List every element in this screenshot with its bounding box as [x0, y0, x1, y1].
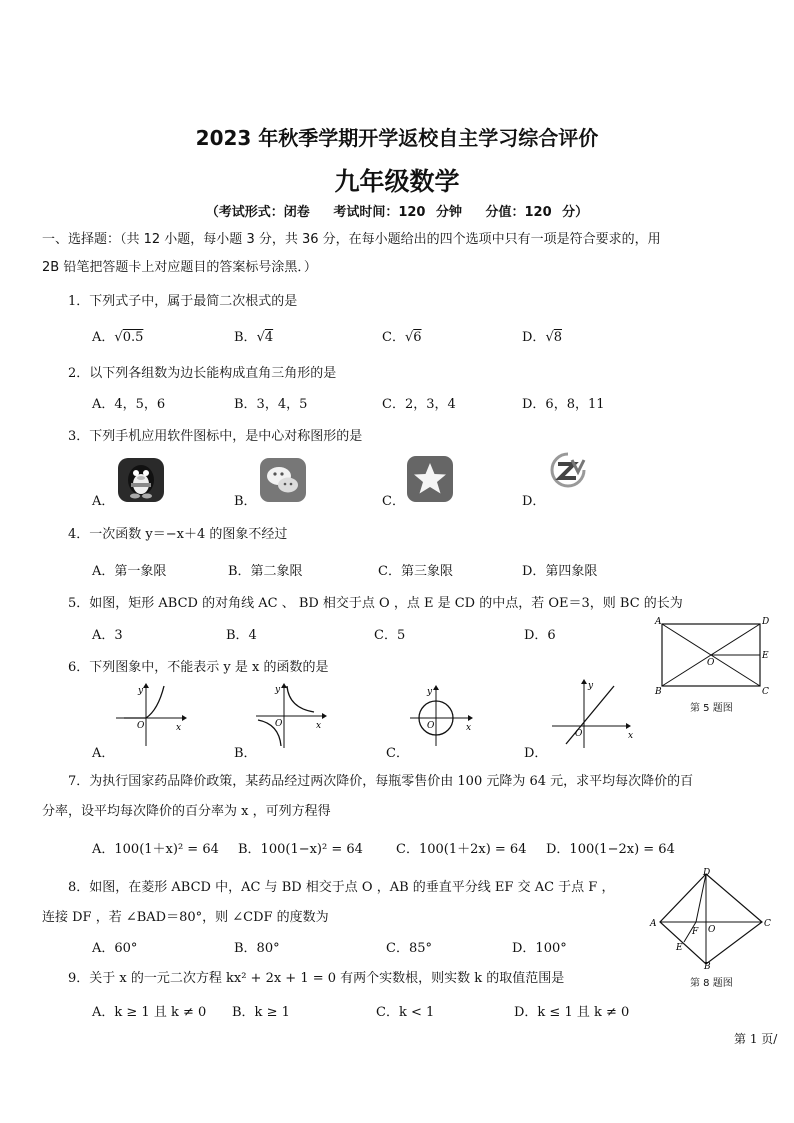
q6-option-a: A．	[92, 746, 115, 761]
q1-a-radical: √0.5	[114, 330, 144, 345]
q9-option-c: C．k < 1	[376, 1005, 435, 1020]
q2-option-c: C．2，3，4	[382, 397, 456, 412]
q6-b-x-label: x	[316, 721, 322, 731]
q5-label-c: C	[762, 687, 769, 696]
q6-option-b: B．	[234, 746, 257, 761]
q6-graph-a	[110, 680, 188, 750]
q6-c-x-label: x	[466, 723, 472, 733]
q5-rectangle-figure	[652, 614, 772, 696]
q3-option-d: D．	[522, 494, 546, 509]
page-number: 第 1 页/	[734, 1032, 778, 1046]
q8-label-c: C	[764, 919, 771, 929]
q8-rhombus-figure	[646, 868, 772, 970]
q6-option-c: C．	[386, 746, 409, 761]
q7-option-c: C．100(1＋2x) = 64	[396, 842, 527, 857]
q1-option-b: B．√4	[234, 330, 274, 345]
q5-label-d: D	[762, 617, 770, 627]
wechat-icon	[259, 457, 307, 503]
star-app-icon	[406, 455, 454, 503]
q4-option-c: C．第三象限	[378, 564, 453, 579]
section-intro-line2: 2B 铅笔把答题卡上对应题目的答案标号涂黑．）	[42, 260, 317, 275]
q6-graph-c	[406, 682, 476, 750]
q4-option-b: B．第二象限	[228, 564, 303, 579]
q9-stem: 9．关于 x 的一元二次方程 kx² + 2x + 1 = 0 有两个实数根，则实数 k 的取值范围是	[68, 971, 565, 986]
q5-option-b: B．4	[226, 628, 257, 643]
q7-option-d: D．100(1−2x) = 64	[546, 842, 675, 857]
q3-option-c: C．	[382, 494, 405, 509]
q8-label-e: E	[676, 943, 683, 953]
q1-option-c: C．√6	[382, 330, 422, 345]
q6-option-d: D．	[524, 746, 548, 761]
q3-option-b: B．	[234, 494, 257, 509]
q8-label-f: F	[692, 927, 699, 937]
q3-stem: 3．下列手机应用软件图标中，是中心对称图形的是	[68, 429, 363, 444]
q4-option-a: A．第一象限	[92, 564, 167, 579]
q5-option-d: D．6	[524, 628, 556, 643]
q6-d-y-label: y	[588, 681, 594, 691]
q9-option-b: B．k ≥ 1	[232, 1005, 290, 1020]
q8-label-a: A	[650, 919, 657, 929]
q5-label-e: E	[762, 651, 769, 661]
q8-option-c: C．85°	[386, 941, 432, 956]
q6-d-origin: O	[575, 729, 583, 739]
q6-graph-b	[250, 680, 328, 752]
q6-a-x-label: x	[176, 723, 182, 733]
q2-option-d: D．6，8，11	[522, 397, 605, 412]
q8-label-b: B	[704, 962, 711, 970]
q8-stem-line1: 8．如图，在菱形 ABCD 中，AC 与 BD 相交于点 O ，AB 的垂直平分线 EF 交 AC 于点 F ，	[68, 880, 615, 895]
q8-option-d: D．100°	[512, 941, 567, 956]
q6-a-origin: O	[137, 721, 145, 731]
q2-stem: 2．以下列各组数为边长能构成直角三角形的是	[68, 366, 337, 381]
q7-option-a: A．100(1＋x)² = 64	[92, 842, 219, 857]
q5-label-a: A	[655, 617, 662, 627]
qq-penguin-icon	[116, 456, 166, 504]
q4-stem: 4．一次函数 y＝−x＋4 的图象不经过	[68, 527, 288, 542]
q9-option-d: D．k ≤ 1 且 k ≠ 0	[514, 1005, 630, 1020]
q6-graph-d	[548, 676, 638, 750]
q1-b-radical: √4	[256, 330, 274, 345]
q5-option-a: A．3	[92, 628, 123, 643]
q1-c-radical: √6	[404, 330, 422, 345]
q5-label-b: B	[655, 687, 662, 696]
q2-option-a: A．4，5，6	[92, 397, 166, 412]
section-intro-line1: 一、选择题：（共 12 小题，每小题 3 分，共 36 分，在每小题给出的四个选项中只有一项是符合要求的，用	[42, 232, 661, 247]
q1-option-d: D．√8	[522, 330, 563, 345]
q1-d-radical: √8	[545, 330, 563, 345]
q8-label-o: O	[708, 925, 716, 935]
q2-option-b: B．3，4，5	[234, 397, 308, 412]
q7-option-b: B．100(1−x)² = 64	[238, 842, 363, 857]
q9-option-a: A．k ≥ 1 且 k ≠ 0	[92, 1005, 207, 1020]
q1-option-a: A．√0.5	[92, 330, 144, 345]
q5-figure-caption: 第 5 题图	[690, 703, 733, 714]
q6-a-y-label: y	[138, 686, 144, 696]
subject-title: 九年级数学	[334, 167, 460, 196]
exam-title: 2023 年秋季学期开学返校自主学习综合评价	[195, 126, 599, 150]
q8-option-a: A．60°	[92, 941, 138, 956]
q8-figure-caption: 第 8 题图	[690, 978, 733, 989]
q5-stem: 5．如图，矩形 ABCD 的对角线 AC 、 BD 相交于点 O ，点 E 是 CD 的中点，若 OE＝3，则 BC 的长为	[68, 596, 683, 611]
q7-stem-line1: 7．为执行国家药品降价政策，某药品经过两次降价，每瓶零售价由 100 元降为 64 元，求平均每次降价的百	[68, 774, 694, 789]
q6-c-y-label: y	[427, 687, 433, 697]
q3-option-a: A．	[92, 494, 115, 509]
zy-logo-icon	[548, 450, 588, 490]
q1-stem: 1．下列式子中，属于最简二次根式的是	[68, 294, 298, 309]
q6-c-origin: O	[427, 721, 435, 731]
q7-stem-line2: 分率，设平均每次降价的百分率为 x ，可列方程得	[42, 804, 331, 819]
q4-option-d: D．第四象限	[522, 564, 598, 579]
q8-label-d: D	[703, 868, 711, 878]
q6-d-x-label: x	[628, 731, 634, 741]
q8-option-b: B．80°	[234, 941, 280, 956]
q5-label-o: O	[707, 658, 715, 668]
q6-stem: 6．下列图象中，不能表示 y 是 x 的函数的是	[68, 660, 329, 675]
q8-stem-line2: 连接 DF ，若 ∠BAD＝80°，则 ∠CDF 的度数为	[42, 910, 329, 925]
exam-info: （考试形式：闭卷 考试时间：120 分钟 分值：120 分）	[205, 205, 589, 220]
q5-option-c: C．5	[374, 628, 406, 643]
q6-b-origin: O	[275, 719, 283, 729]
q6-b-y-label: y	[275, 685, 281, 695]
